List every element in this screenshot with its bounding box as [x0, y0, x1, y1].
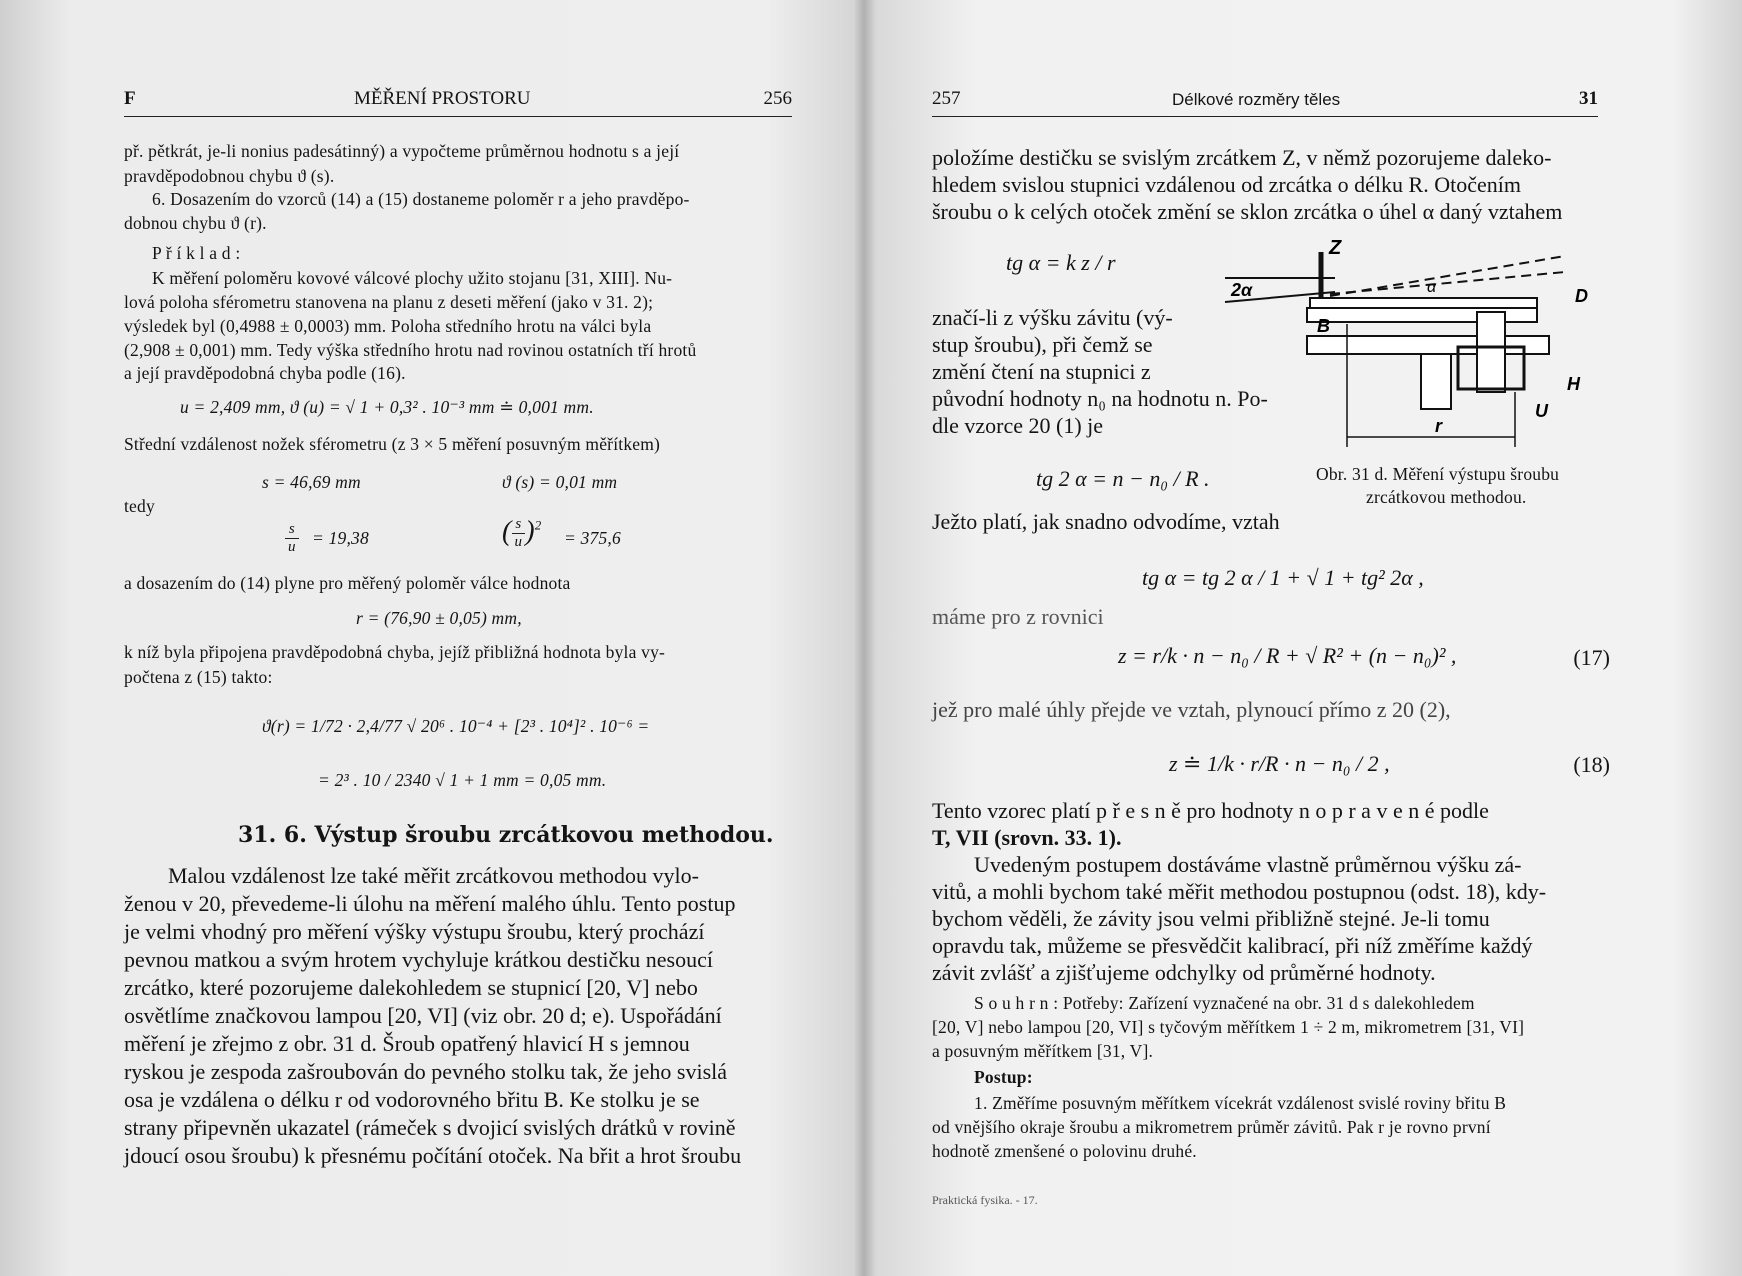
equation-su2: = 375,6: [564, 528, 621, 548]
body-line: ženou v 20, převedeme-li úlohu na měření malého úhlu. Tento postup: [124, 891, 736, 916]
body-line: Uvedeným postupem dostáváme vlastně průměrnou výšku zá-: [974, 852, 1522, 877]
paren-s-over-u-squared: ( $\frac{s}{u}$ )$^2$: [502, 516, 542, 551]
page-number: 257: [932, 88, 961, 109]
text-line: Střední vzdálenost nožek sférometru (z 3 × 5 měření posuvným měřítkem): [124, 434, 661, 454]
body-line: máme pro z rovnici: [932, 604, 1104, 629]
example-heading: P ř í k l a d :: [152, 243, 241, 263]
side-line: stup šroubu), při čemž se: [932, 332, 1153, 357]
body-line: závit zvlášť a zjišťujeme odchylky od průměrné hodnoty.: [932, 960, 1436, 985]
figure-label-r: r: [1435, 416, 1443, 436]
procedure-line: 1. Změříme posuvným měřítkem vícekrát vzdálenost svislé roviny břitu B: [974, 1093, 1507, 1113]
body-line: opravdu tak, můžeme se přesvědčit kalibrací, při níž změříme každý: [932, 933, 1533, 958]
text-line: výsledek byl (0,4988 ± 0,0003) mm. Poloha středního hrotu na válci byla: [124, 316, 652, 336]
figure-caption-1: Obr. 31 d. Měření výstupu šroubu: [1316, 464, 1560, 484]
side-line: změní čtení na stupnici z: [932, 359, 1151, 384]
section-number: 31: [1579, 88, 1598, 109]
text-line: 6. Dosazením do vzorců (14) a (15) dostaneme poloměr r a jeho pravděpo-: [152, 189, 690, 209]
section-title: 31. 6. Výstup šroubu zrcátkovou methodou.: [238, 822, 774, 848]
body-line: jež pro malé úhly přejde ve vztah, plynoucí přímo z 20 (2),: [932, 697, 1451, 722]
body-line: strany připevněn ukazatel (rámeček s dvojicí svislých drátků v rovině: [124, 1115, 736, 1140]
side-line: dle vzorce 20 (1) je: [932, 413, 1104, 438]
page-header: [124, 86, 792, 117]
equation-tg-alpha-2: tg α = tg 2 α / 1 + √ 1 + tg² 2α ,: [1142, 565, 1424, 590]
text-line: a dosazením do (14) plyne pro měřený poloměr válce hodnota: [124, 573, 571, 593]
figure-label-u: U: [1535, 401, 1548, 421]
equation-17-number: (17): [1573, 645, 1610, 670]
body-line: bychom věděli, že závity jsou velmi přibližně stejné. Je-li tomu: [932, 906, 1490, 931]
running-title: MĚŘENÍ PROSTORU: [354, 88, 531, 109]
figure-label-b: B: [1317, 316, 1330, 336]
figure-label-z: Z: [1329, 237, 1342, 259]
section-letter: F: [124, 88, 136, 109]
text-line: pravděpodobnou chybu ϑ (s).: [124, 166, 335, 186]
body-line: Ježto platí, jak snadno odvodíme, vztah: [932, 509, 1280, 534]
body-line: pevnou matkou a svým hrotem vychyluje krátkou destičku nesoucí: [124, 947, 713, 972]
equation-su: = 19,38: [312, 528, 369, 548]
equation-theta-r-1: ϑ(r) = 1/72 · 2,4/77 √ 20⁶ . 10⁻⁴ + [2³ . 10⁴]² . 10⁻⁶ =: [262, 716, 650, 736]
side-line: značí-li z výšku závitu (vý-: [932, 305, 1173, 330]
body-line: měření je zřejmo z obr. 31 d. Šroub opatřený hlavicí H s jemnou: [124, 1031, 690, 1056]
text-line: počtena z (15) takto:: [124, 667, 273, 687]
right-page: [866, 0, 1742, 1276]
equation-theta-s: ϑ (s) = 0,01 mm: [502, 472, 618, 492]
equation-theta-r-2: = 2³ . 10 / 2340 √ 1 + 1 mm = 0,05 mm.: [318, 770, 607, 790]
body-line: osvětlíme značkovou lampou [20, VI] (viz obr. 20 d; e). Uspořádání: [124, 1003, 722, 1028]
equation-18-number: (18): [1573, 752, 1610, 777]
body-line: Malou vzdálenost lze také měřit zrcátkovou methodou vylo-: [168, 863, 699, 888]
equation-u: u = 2,409 mm, ϑ (u) = √ 1 + 0,3² . 10⁻³ mm ≐ 0,001 mm.: [180, 397, 594, 417]
summary-line: S o u h r n : Potřeby: Zařízení vyznačené na obr. 31 d s dalekohledem: [974, 993, 1475, 1013]
summary-line: [20, V] nebo lampou [20, VI] s tyčovým měřítkem 1 ÷ 2 m, mikrometrem [31, VI]: [932, 1017, 1525, 1037]
fraction-s-over-u: $\frac{s}{u}$: [285, 521, 299, 556]
body-line: vitů, a mohli bychom také měřit methodou postupnou (odst. 18), kdy-: [932, 879, 1547, 904]
procedure-line: od vnějšího okraje šroubu a mikrometrem průměr závitů. Pak r je rovno první: [932, 1117, 1491, 1137]
body-line: zrcátko, které pozorujeme dalekohledem se stupnicí [20, V] nebo: [124, 975, 698, 1000]
equation-17: z = r/k · n − n₀ / R + √ R² + (n − n₀)² ,: [1118, 643, 1457, 668]
text-line: k níž byla připojena pravděpodobná chyba, jejíž přibližná hodnota byla vy-: [124, 642, 666, 662]
body-line: šroubu o k celých otoček změní se sklon zrcátka o úhel α daný vztahem: [932, 199, 1563, 224]
figure-caption-2: zrcátkovou methodou.: [1366, 487, 1527, 507]
side-line: původní hodnoty n₀ na hodnotu n. Po-: [932, 386, 1268, 411]
figure-label-alpha: α: [1427, 279, 1437, 296]
text-line: K měření poloměru kovové válcové plochy užito stojanu [31, XIII]. Nu-: [152, 268, 673, 288]
summary-line: a posuvným měřítkem [31, V].: [932, 1041, 1154, 1061]
equation-18: z ≐ 1/k · r/R · n − n₀ / 2 ,: [1169, 751, 1390, 776]
procedure-title: Postup:: [974, 1067, 1033, 1087]
body-line: je velmi vhodný pro měření výšky výstupu šroubu, který prochází: [124, 919, 705, 944]
body-line: jdoucí osou šroubu) k přesnému počítání otoček. Na břit a hrot šroubu: [124, 1143, 742, 1168]
body-line: hledem svislou stupnici vzdálenou od zrcátka o délku R. Otočením: [932, 172, 1521, 197]
page-footer: Praktická fysika. - 17.: [932, 1193, 1038, 1207]
body-line: osa je vzdálena o délku r od vodorovného břitu B. Ke stolku je se: [124, 1087, 700, 1112]
body-line: ryskou je zespoda zašroubován do pevného stolku tak, že jeho svislá: [124, 1059, 728, 1084]
text-line: a její pravděpodobná chyba podle (16).: [124, 363, 406, 383]
equation-tg-2alpha: tg 2 α = n − n₀ / R .: [1036, 466, 1210, 491]
text-line: (2,908 ± 0,001) mm. Tedy výška středního hrotu nad rovinou ostatních tří hrotů: [124, 340, 697, 360]
figure-label-2alpha: 2α: [1231, 280, 1253, 300]
left-page: [0, 0, 866, 1276]
body-line: položíme destičku se svislým zrcátkem Z, v němž pozorujeme daleko-: [932, 145, 1552, 170]
equation-r: r = (76,90 ± 0,05) mm,: [356, 608, 522, 628]
body-line: Tento vzorec platí p ř e s n ě pro hodnoty n o p r a v e n é podle: [932, 798, 1489, 823]
text-line: dobnou chybu ϑ (r).: [124, 213, 267, 233]
body-line: T, VII (srovn. 33. 1).: [932, 825, 1122, 850]
running-title: Délkové rozměry těles: [1172, 90, 1341, 109]
page-number: 256: [763, 88, 792, 109]
text-line: př. pětkrát, je-li nonius padesátinný) a vypočteme průměrnou hodnotu s a její: [124, 141, 680, 161]
procedure-line: hodnotě zmenšené o polovinu druhé.: [932, 1141, 1197, 1161]
equation-tg-alpha: tg α = k z / r: [1006, 250, 1116, 275]
figure-label-d: D: [1575, 286, 1588, 306]
apparatus-diagram: [1205, 232, 1595, 460]
figure-label-h: H: [1567, 374, 1580, 394]
equation-s: s = 46,69 mm: [262, 472, 361, 492]
figure-31d: [1205, 232, 1595, 460]
text-line: lová poloha sférometru stanovena na planu z deseti měření (jako v 31. 2);: [124, 292, 654, 312]
page-header: [932, 86, 1598, 117]
text-tedy: tedy: [124, 496, 155, 516]
